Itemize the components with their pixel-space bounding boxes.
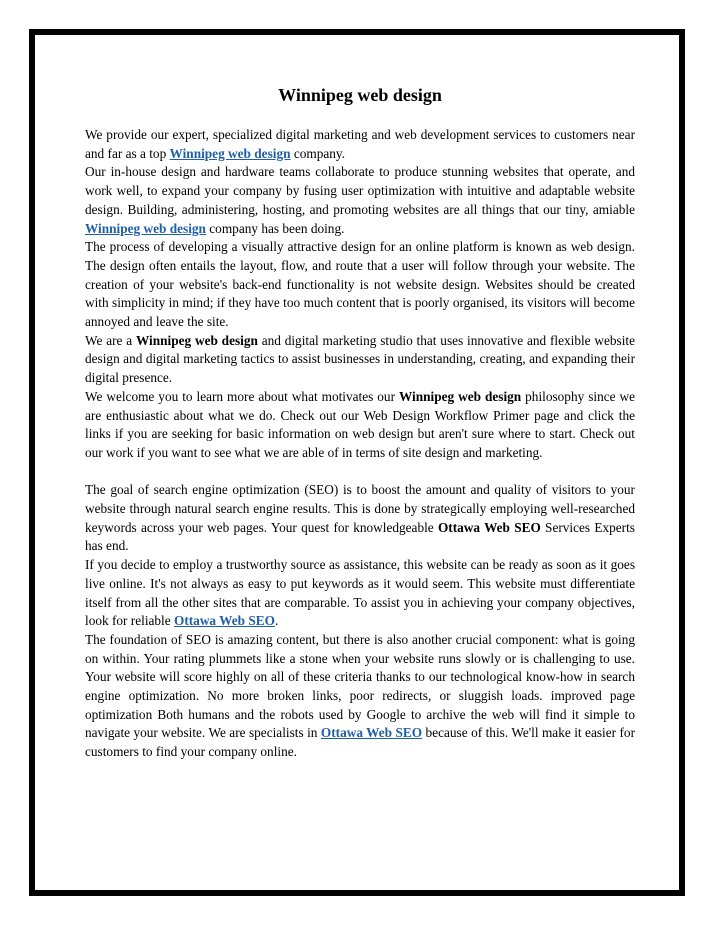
paragraph-text: . [274, 613, 279, 629]
paragraph-text: We welcome you to learn more about what motivates our [85, 388, 399, 404]
paragraph [85, 631, 635, 762]
paragraph [85, 238, 635, 332]
paragraph-text: We provide our expert, specialized digital marketing and web development services to customers near and far as a top [85, 127, 635, 161]
paragraph-text: philosophy since we are enthusiastic about what we do. Check out our Web Design Workflow Primer page and click the links if you are seeking for basic information on web design but aren't sure where to start. Check out our work if you want to see what we are able of in terms of site design and marketing. [85, 388, 635, 460]
paragraph-text: The process of developing a visually attractive design for an online platform is known as web design. The design often entails the layout, flow, and route that a user will follow through your website. The creation of your website's back-end functionality is not website design. Websites should be created with simplicity in mind; if they have too much content that is poorly organised, its visitors will become annoyed and leave the site. [85, 239, 635, 330]
paragraph-text: We are a [85, 332, 136, 348]
keyword-link[interactable]: Winnipeg web design [85, 220, 206, 236]
paragraph-text: If you decide to employ a trustworthy source as assistance, this website can be ready as soon as it goes live online. It's not always as easy to put keywords as it would seem. This website must differentiate itself from all the other sites that are comparable. To assist you in achieving your company objectives, look for reliable [85, 557, 635, 629]
document-title: Winnipeg web design [278, 85, 442, 105]
paragraph [85, 388, 635, 463]
keyword-link[interactable]: Ottawa Web SEO [320, 725, 423, 741]
paragraph-text: company has been doing. [205, 220, 345, 236]
bold-keyword: Winnipeg web design [398, 388, 522, 404]
paragraph [85, 163, 635, 238]
paragraph-text: Our in-house design and hardware teams collaborate to produce stunning websites that operate, and work well, to expand your company by fusing user optimization with intuitive and adaptable website design. Building, administering, hosting, and promoting websites are all things that our tiny, amiable [85, 164, 635, 217]
paragraph-text: and digital marketing studio that uses innovative and flexible website design and digital marketing tactics to assist businesses in understanding, creating, and expanding their digital presence. [85, 332, 635, 386]
paragraph-text: The goal of search engine optimization (SEO) is to boost the amount and quality of visitors to your website through natural search engine results. This is done by strategically employing well-researched keywords across your web pages. Your quest for knowledgeable [85, 482, 635, 535]
bold-keyword: Ottawa Web SEO [437, 519, 541, 535]
paragraph [85, 481, 635, 556]
paragraph [85, 332, 635, 388]
document-body [85, 126, 635, 762]
bold-keyword: Winnipeg web design [135, 332, 258, 348]
keyword-link[interactable]: Ottawa Web SEO [173, 613, 275, 629]
paragraph [85, 556, 635, 631]
keyword-link[interactable]: Winnipeg web design [169, 145, 291, 161]
paragraph-text: company. [290, 145, 346, 161]
paragraph-text: Services Experts has end. [85, 519, 635, 554]
paragraph-text: because of this. We'll make it easier for customers to find your company online. [85, 725, 636, 760]
paragraph [85, 126, 635, 163]
paragraph-text: The foundation of SEO is amazing content, but there is also another crucial component: what is going on within. Your rating plummets like a stone when your website runs slowly or is challenging to use. Your website will score highly on all of these criteria thanks to our technological know-how in search engine optimization. No more broken links, poor redirects, or sluggish loads. improved page optimization Both humans and the robots used by Google to archive the web will find it simple to navigate your website. We are specialists in [85, 631, 635, 741]
